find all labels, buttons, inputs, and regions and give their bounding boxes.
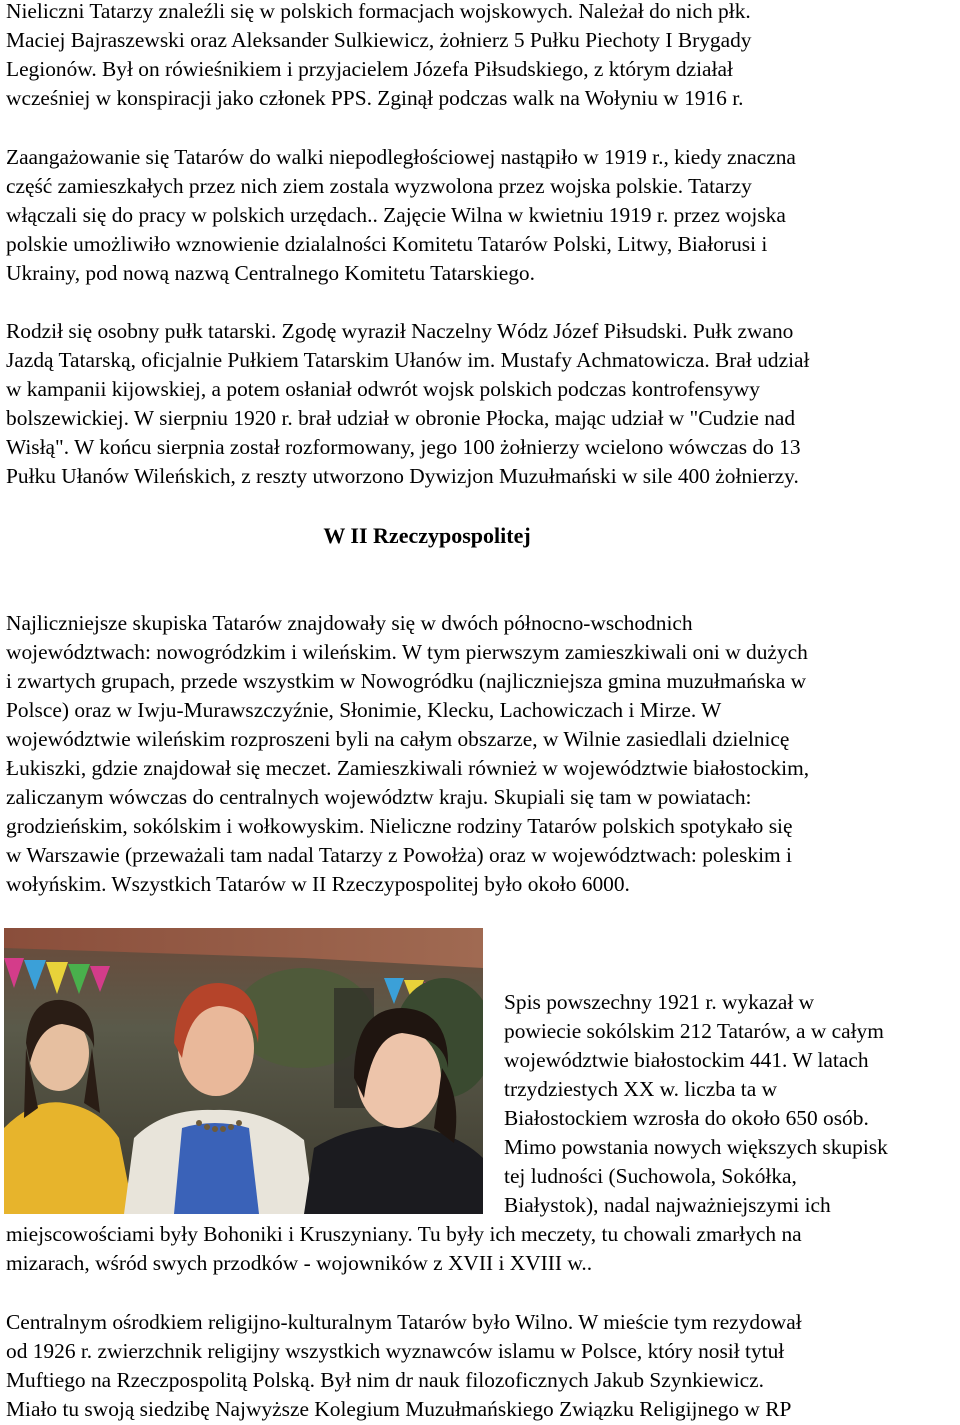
section-heading: W II Rzeczypospolitej [323,523,531,548]
text-line: tej ludności (Suchowola, Sokółka, [504,1164,797,1188]
text-line: Wisłą". W końcu sierpnia został rozformowany, jego 100 żołnierzy wcielono wówczas do 13 [6,435,801,459]
text-line: grodzieńskim, sokólskim i wołkowyskim. Nieliczne rodziny Tatarów polskich spotykało się [6,814,793,838]
text-line: Mimo powstania nowych większych skupisk [504,1135,888,1159]
text-line: Rodził się osobny pułk tatarski. Zgodę wyraził Naczelny Wódz Józef Piłsudski. Pułk zwano [6,319,794,343]
text-line: Muftiego na Rzeczpospolitą Polską. Był nim dr nauk filozoficznych Jakub Szynkiewicz. [6,1368,764,1392]
text-line: i zwartych grupach, przede wszystkim w Nowogródku (najliczniejsza gmina muzułmańska w [6,669,807,693]
text-line: Maciej Bajraszewski oraz Aleksander Sulkiewicz, żołnierz 5 Pułku Piechoty I Brygady [6,28,752,52]
text-line: Pułku Ułanów Wileńskich, z reszty utworzono Dywizjon Muzułmański w sile 400 żołnierzy. [6,464,799,488]
paragraph-regiment [6,317,960,491]
text-line: wcześniej w konspiracji jako członek PPS. Zginął podczas walk na Wołyniu w 1916 r. [6,86,744,110]
paragraph-vilnius [6,1308,958,1424]
text-line: Białystok), nadal najważniejszymi ich [504,1193,831,1217]
paragraph-census-continued [6,1220,958,1278]
paragraph-legions [6,0,958,113]
text-line: zaliczanym wówczas do centralnych województw kraju. Skupiali się tam w powiatach: [6,785,752,809]
text-line: Nieliczni Tatarzy znaleźli się w polskich formacjach wojskowych. Należał do nich płk. [6,0,751,23]
photo-three-women [4,928,483,1214]
text-line: część zamieszkałych przez nich ziem zostala wyzwolona przez wojska polskie. Tatarzy [6,174,752,198]
text-line: bolszewickiej. W sierpniu 1920 r. brał udział w obronie Płocka, mając udział w "Cudzie nad [6,406,796,430]
text-line: Polsce) oraz w Iwju-Murawszczyźnie, Słonimie, Klecku, Lachowiczach i Mirze. W [6,698,722,722]
text-line: Łukiszki, gdzie znajdował się meczet. Zamieszkiwali również w województwie białostockim, [6,756,810,780]
text-line: województwie wileńskim rozproszeni byli na całym obszarze, w Wilnie zasiedlali dzielnicę [6,727,790,751]
text-line: Miało tu swoją siedzibę Najwyższe Kolegium Muzułmańskiego Związku Religijnego w RP [6,1397,792,1421]
text-line: Zaangażowanie się Tatarów do walki niepodległościowej nastąpiło w 1919 r., kiedy znaczna [6,145,796,169]
text-line: miejscowościami były Bohoniki i Kruszyniany. Tu były ich meczety, tu chowali zmarłych na [6,1222,802,1246]
text-line: w Warszawie (przeważali tam nadal Tatarzy z Powołża) oraz w województwach: poleskim i [6,843,792,867]
text-line: włączali się do pracy w polskich urzędach.. Zajęcie Wilna w kwietniu 1919 r. przez wojska [6,203,786,227]
text-line: Spis powszechny 1921 r. wykazał w [504,990,815,1014]
paragraph-settlements [6,609,958,899]
paragraph-independence [6,143,958,288]
text-line: województwie białostockim 441. W latach [504,1048,869,1072]
text-line: w kampanii kijowskiej, a potem osłaniał odwrót wojsk polskich podczas kontrofensywy [6,377,760,401]
paragraph-census [504,988,958,1220]
text-line: od 1926 r. zwierzchnik religijny wszystkich wyznawców islamu w Polsce, który nosił tytuł [6,1339,785,1363]
text-line: Białostockiem wzrosła do około 650 osób. [504,1106,869,1130]
text-line: wołyńskim. Wszystkich Tatarów w II Rzeczypospolitej było około 6000. [6,872,630,896]
text-line: powiecie sokólskim 212 Tatarów, a w całym [504,1019,884,1043]
text-line: trzydziestych XX w. liczba ta w [504,1077,778,1101]
text-line: mizarach, wśród swych przodków - wojowników z XVII i XVIII w.. [6,1251,593,1275]
text-line: Centralnym ośrodkiem religijno-kulturalnym Tatarów było Wilno. W mieście tym rezydował [6,1310,802,1334]
text-line: Najliczniejsze skupiska Tatarów znajdowały się w dwóch północno-wschodnich [6,611,693,635]
text-line: polskie umożliwiło wznowienie dzialalności Komitetu Tatarów Polski, Litwy, Białorusi i [6,232,768,256]
text-line: Ukrainy, pod nową nazwą Centralnego Komitetu Tatarskiego. [6,261,535,285]
text-line: Jazdą Tatarską, oficjalnie Pułkiem Tatarskim Ułanów im. Mustafy Achmatowicza. Brał udział [6,348,810,372]
text-line: województwach: nowogródzkim i wileńskim. W tym pierwszym zamieszkiwali oni w dużych [6,640,808,664]
text-line: Legionów. Był on rówieśnikiem i przyjacielem Józefa Piłsudskiego, z którym działał [6,57,733,81]
